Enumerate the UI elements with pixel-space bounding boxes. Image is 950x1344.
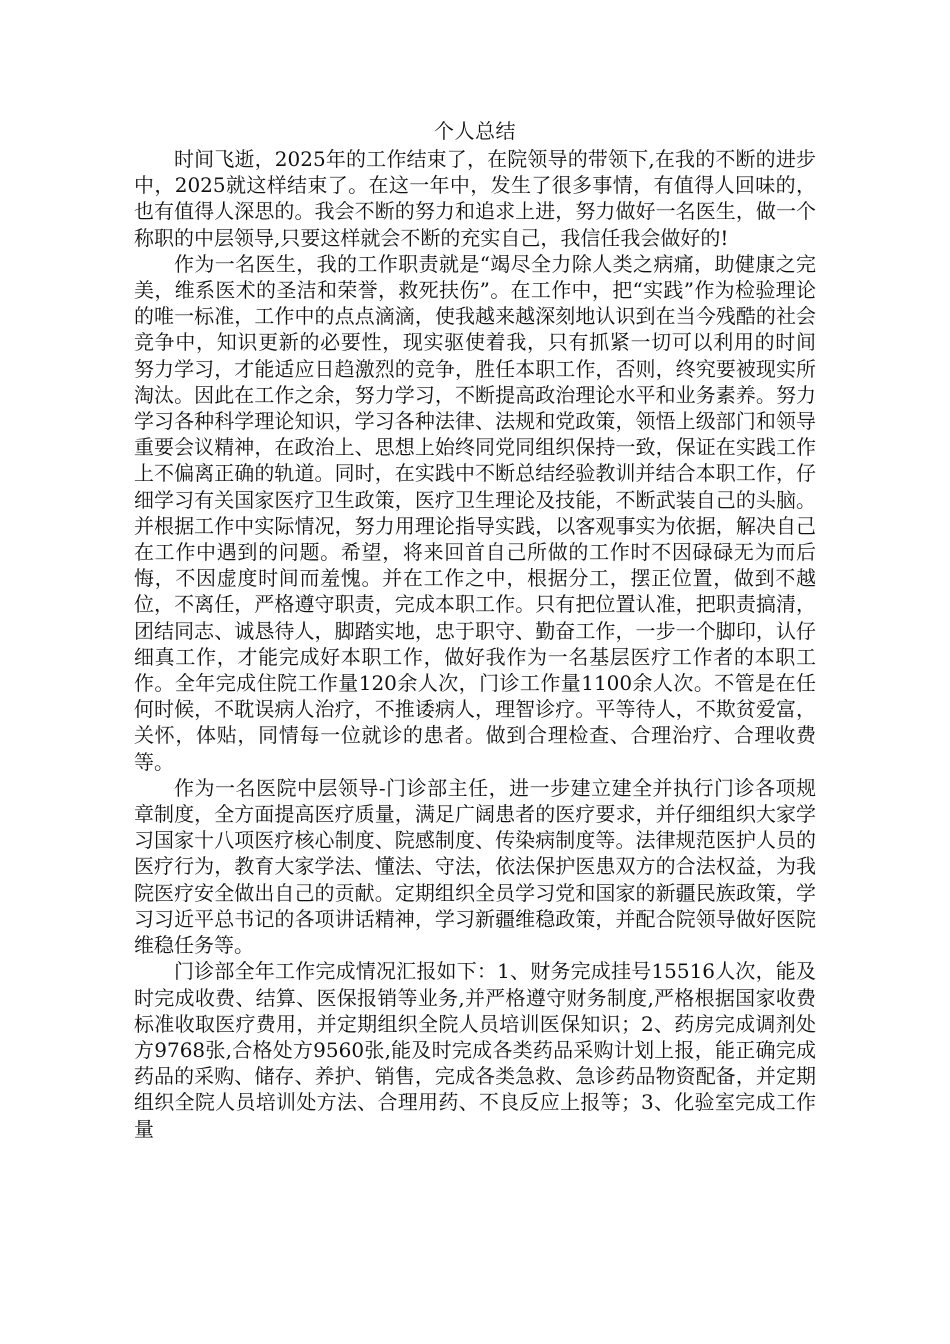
document-title: 个人总结	[434, 119, 516, 143]
document-page	[134, 118, 816, 1142]
paragraph-department-leadership: 作为一名医院中层领导-门诊部主任，进一步建立建全并执行门诊各项规章制度，全方面提高医疗质量，满足广阔患者的医疗要求，并仔细组织大家学习国家十八项医疗核心制度、院感制度、传染病制度等。法律规范医护人员的医疗行为，教育大家学法、懂法、守法，依法保护医患双方的合法权益，为我院医疗安全做出自己的贡献。定期组织全员学习党和国家的新疆民族政策，学习习近平总书记的各项讲话精神，学习新疆维稳政策，并配合院领导做好医院维稳任务等。	[134, 775, 816, 958]
paragraph-doctor-duties: 作为一名医生，我的工作职责就是“竭尽全力除人类之病痛，助健康之完美，维系医术的圣洁和荣誉，救死扶伤”。在工作中，把“实践”作为检验理论的唯一标准，工作中的点点滴滴，使我越来越深刻地认识到在当今残酷的社会竞争中，知识更新的必要性，现实驱使着我，只有抓紧一切可以利用的时间 努力学习，才能适应日趋激烈的竞争，胜任本职工作，否则，终究要被现实所淘汰。因此在工作之余，努力学习，不断提高政治理论水平和业务素养。努力学习各种科学理论知识，学习各种法律、法规和党政策，领悟上级部门和领导重要会议精神，在政治上、思想上始终同党同组织保持一致，保证在实践工作上不偏离正确的轨道。同时，在实践中不断总结经验教训并结合本职工作，仔细学习有关国家医疗卫生政策，医疗卫生理论及技能，不断武装自己的头脑。并根据工作中实际情况，努力用理论指导实践，以客观事实为依据，解决自己在工作中遇到的问题。希望，将来回首自己所做的工作时不因碌碌无为而后悔，不因虚度时间而羞愧。并在工作之中，根据分工，摆正位置，做到不越位，不离任，严格遵守职责，完成本职工作。只有把位置认准，把职责搞清，团结同志、诚恳待人，脚踏实地，忠于职守、勤奋工作，一步一个脚印，认仔细真工作，才能完成好本职工作，做好我作为一名基层医疗工作者的本职工作。全年完成住院工作量120余人次，门诊工作量1100余人次。不管是在任何时候，不耽误病人治疗，不推诿病人，理智诊疗。平等待人，不欺贫爱富，关怀，体贴，同情每一位就诊的患者。做到合理检查、合理治疗、合理收费等。	[134, 251, 816, 774]
paragraph-work-report: 门诊部全年工作完成情况汇报如下：1、财务完成挂号15516人次，能及时完成收费、结算、医保报销等业务,并严格遵守财务制度,严格根据国家收费标准收取医疗费用，并定期组织全院人员培训医保知识；2、药房完成调剂处方9768张,合格处方9560张,能及时完成各类药品采购计划上报，能正确完成药品的采购、储存、养护、销售，完成各类急救、急诊药品物资配备，并定期组织全院人员培训处方法、合理用药、不良反应上报等；3、化验室完成工作量	[134, 959, 816, 1141]
paragraph-intro: 时间飞逝，2025年的工作结束了，在院领导的带领下,在我的不断的进步中，2025就这样结束了。在这一年中，发生了很多事情，有值得人回味的，也有值得人深思的。我会不断的努力和追求上进，努力做好一名医生，做一个称职的中层领导,只要这样就会不断的充实自己，我信任我会做好的!	[134, 147, 816, 250]
